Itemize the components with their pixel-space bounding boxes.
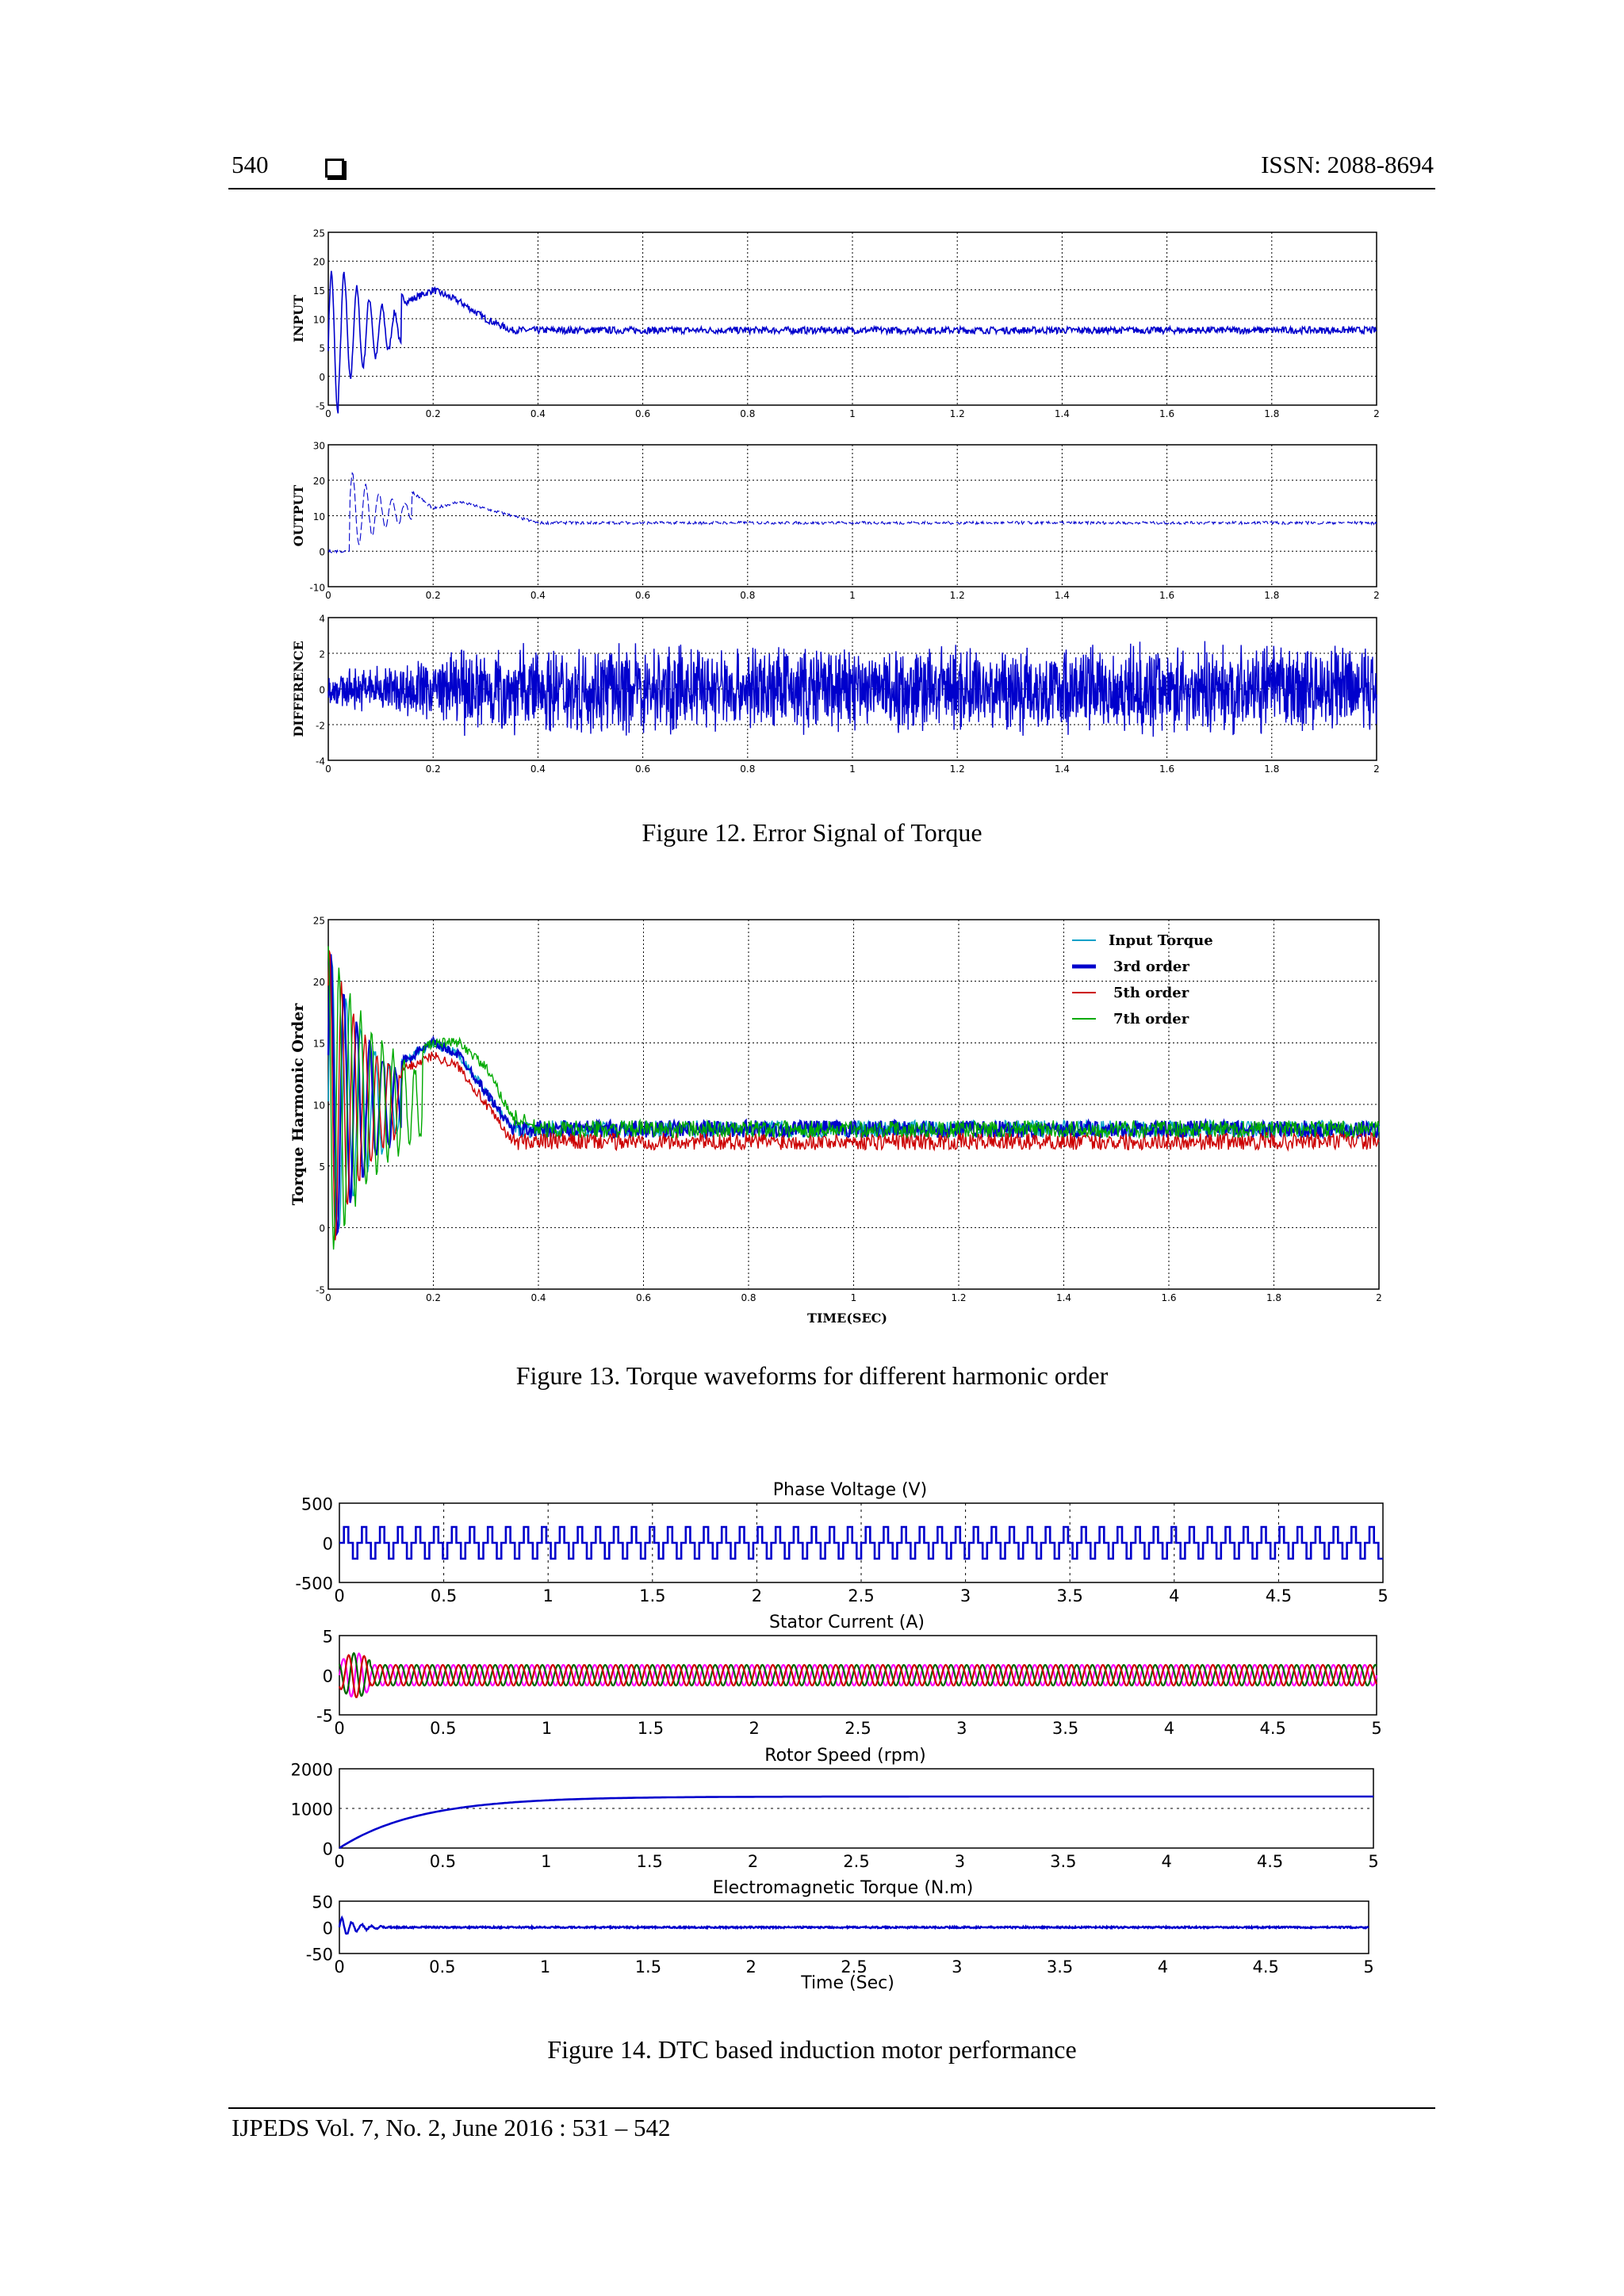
y-tick-label: -5 xyxy=(316,1284,325,1296)
footer-citation: IJPEDS Vol. 7, No. 2, June 2016 : 531 – 542 xyxy=(232,2114,671,2141)
x-tick-label: 3.5 xyxy=(1056,1586,1083,1605)
x-tick-label: 3 xyxy=(952,1957,963,1976)
y-tick-label: 0 xyxy=(322,1919,333,1938)
x-tick-label: 0 xyxy=(334,1852,345,1871)
x-tick-label: 1.5 xyxy=(639,1586,666,1605)
x-tick-label: 1 xyxy=(849,590,856,601)
x-tick-label: 0.5 xyxy=(430,1719,457,1738)
x-tick-label: 2 xyxy=(745,1957,756,1976)
y-tick-label: 0 xyxy=(319,1223,325,1234)
x-tick-label: 2.5 xyxy=(841,1957,868,1976)
y-tick-label: 1000 xyxy=(290,1800,333,1820)
y-tick-label: 20 xyxy=(312,476,325,487)
x-tick-label: 4 xyxy=(1161,1852,1172,1871)
y-axis-label: Torque Harmonic Order xyxy=(289,1003,307,1206)
y-tick-label: 0 xyxy=(322,1839,333,1859)
y-tick-label: 20 xyxy=(312,976,325,988)
y-tick-label: 0 xyxy=(322,1534,333,1554)
fig14-speed-chart xyxy=(291,1746,1379,1871)
x-tick-label: 0.5 xyxy=(430,1586,458,1605)
x-tick-label: 1 xyxy=(542,1586,553,1605)
x-tick-label: 1.6 xyxy=(1159,763,1175,775)
x-tick-label: 4.5 xyxy=(1265,1586,1293,1605)
chart-title: Phase Voltage (V) xyxy=(772,1480,928,1500)
x-tick-label: 1 xyxy=(541,1719,553,1738)
fig12-difference-chart xyxy=(291,613,1380,775)
x-tick-label: 0.4 xyxy=(530,590,546,601)
x-tick-label: 4 xyxy=(1157,1957,1169,1976)
y-tick-label: 0 xyxy=(322,1667,333,1686)
x-tick-label: 0 xyxy=(325,1292,331,1303)
fig12-input-chart xyxy=(291,228,1380,419)
x-tick-label: 1 xyxy=(539,1957,551,1976)
x-tick-label: 4 xyxy=(1169,1586,1180,1605)
x-tick-label: 0.8 xyxy=(740,763,756,775)
legend-label: Input Torque xyxy=(1109,932,1213,949)
x-tick-label: 1.2 xyxy=(949,590,965,601)
x-tick-label: 0.8 xyxy=(741,1292,756,1303)
y-tick-label: 10 xyxy=(312,511,325,522)
y-tick-label: 25 xyxy=(312,228,325,239)
y-tick-label: 2000 xyxy=(290,1760,333,1780)
x-tick-label: 0.4 xyxy=(530,408,546,419)
x-tick-label: 1.8 xyxy=(1264,590,1280,601)
x-tick-label: 0 xyxy=(334,1719,345,1738)
x-tick-label: 0.6 xyxy=(635,1292,652,1303)
x-tick-label: 0.4 xyxy=(530,1292,546,1303)
x-tick-label: 5 xyxy=(1368,1852,1379,1871)
x-tick-label: 1.6 xyxy=(1161,1292,1177,1303)
x-tick-label: 1.4 xyxy=(1054,590,1070,601)
x-tick-label: 5 xyxy=(1363,1957,1374,1976)
chart-title: Electromagnetic Torque (N.m) xyxy=(712,1878,974,1898)
x-tick-label: 2 xyxy=(1373,590,1380,601)
x-axis-label: TIME(SEC) xyxy=(807,1311,887,1326)
x-tick-label: 4.5 xyxy=(1252,1957,1279,1976)
x-tick-label: 0.6 xyxy=(635,763,651,775)
x-tick-label: 1.2 xyxy=(949,763,965,775)
x-tick-label: 1 xyxy=(849,763,856,775)
x-tick-label: 1 xyxy=(850,1292,857,1303)
y-tick-label: 2 xyxy=(319,649,325,660)
x-tick-label: 4 xyxy=(1163,1719,1175,1738)
x-tick-label: 4.5 xyxy=(1256,1852,1284,1871)
x-tick-label: 1.4 xyxy=(1054,408,1070,419)
figure-12-caption: Figure 12. Error Signal of Torque xyxy=(642,818,982,847)
page-number: 540 xyxy=(232,151,269,178)
x-tick-label: 3 xyxy=(959,1586,971,1605)
x-tick-label: 2 xyxy=(1376,1292,1382,1303)
x-tick-label: 1.6 xyxy=(1159,408,1175,419)
x-tick-label: 2 xyxy=(1373,763,1380,775)
fig12-output-chart xyxy=(291,440,1380,601)
x-tick-label: 1.2 xyxy=(951,1292,967,1303)
x-tick-label: 1.8 xyxy=(1264,763,1280,775)
y-tick-label: -50 xyxy=(305,1945,333,1965)
y-tick-label: 15 xyxy=(312,285,325,297)
x-tick-label: 2.5 xyxy=(845,1719,871,1738)
x-tick-label: 3 xyxy=(954,1852,966,1871)
x-tick-label: 2.5 xyxy=(843,1852,870,1871)
x-tick-label: 0.2 xyxy=(425,408,441,419)
y-tick-label: -4 xyxy=(316,756,325,767)
x-tick-label: 0.4 xyxy=(530,763,546,775)
x-tick-label: 3 xyxy=(956,1719,967,1738)
y-tick-label: 15 xyxy=(312,1038,325,1050)
y-tick-label: 0 xyxy=(319,371,325,383)
x-tick-label: 1.5 xyxy=(636,1852,663,1871)
x-tick-label: 5 xyxy=(1371,1719,1382,1738)
y-tick-label: 5 xyxy=(319,342,325,354)
x-tick-label: 1.8 xyxy=(1264,408,1280,419)
x-tick-label: 2 xyxy=(749,1719,760,1738)
y-tick-label: 25 xyxy=(312,915,325,927)
x-tick-label: 1.8 xyxy=(1266,1292,1282,1303)
x-tick-label: 0.8 xyxy=(740,408,756,419)
y-tick-label: 30 xyxy=(312,440,325,452)
x-tick-label: 3.5 xyxy=(1050,1852,1077,1871)
figure-13-caption: Figure 13. Torque waveforms for different harmonic order xyxy=(515,1361,1109,1390)
x-tick-label: 2.5 xyxy=(848,1586,875,1605)
x-tick-label: 0 xyxy=(334,1957,345,1976)
y-tick-label: 0 xyxy=(319,546,325,558)
y-tick-label: -2 xyxy=(316,720,325,732)
y-tick-label: 20 xyxy=(312,256,325,268)
x-tick-label: 1.2 xyxy=(949,408,965,419)
x-tick-label: 1 xyxy=(849,408,856,419)
y-tick-label: -5 xyxy=(316,400,325,412)
x-tick-label: 0.6 xyxy=(635,590,651,601)
x-tick-label: 0.5 xyxy=(429,1852,457,1871)
x-tick-label: 0.5 xyxy=(429,1957,456,1976)
x-tick-label: 0.2 xyxy=(425,590,441,601)
x-tick-label: 2 xyxy=(747,1852,759,1871)
x-tick-label: 1.5 xyxy=(637,1719,665,1738)
x-tick-label: 0 xyxy=(325,763,331,775)
x-tick-label: 1.6 xyxy=(1159,590,1175,601)
y-tick-label: 10 xyxy=(312,314,325,326)
footer-rule xyxy=(228,2107,1435,2109)
x-tick-label: 0.6 xyxy=(635,408,651,419)
y-tick-label: 50 xyxy=(312,1892,333,1912)
legend-label: 3rd order xyxy=(1113,959,1189,975)
y-tick-label: 5 xyxy=(322,1627,333,1647)
y-tick-label: -10 xyxy=(309,582,325,594)
x-tick-label: 0.2 xyxy=(425,763,441,775)
fig13-chart xyxy=(289,915,1382,1326)
x-tick-label: 3.5 xyxy=(1046,1957,1074,1976)
y-axis-label: DIFFERENCE xyxy=(291,641,306,737)
figure-14-caption: Figure 14. DTC based induction motor performance xyxy=(547,2035,1077,2064)
chart-title: Stator Current (A) xyxy=(768,1613,925,1632)
x-tick-label: 2 xyxy=(751,1586,763,1605)
y-axis-label: OUTPUT xyxy=(291,484,306,547)
x-tick-label: 3.5 xyxy=(1051,1719,1079,1738)
x-tick-label: 1.4 xyxy=(1054,763,1070,775)
fig14-voltage-chart xyxy=(295,1480,1388,1605)
x-tick-label: 1.5 xyxy=(634,1957,662,1976)
y-tick-label: 0 xyxy=(319,684,325,696)
y-tick-label: -500 xyxy=(295,1574,333,1594)
plot-area xyxy=(339,1769,1373,1848)
x-tick-label: 4.5 xyxy=(1259,1719,1286,1738)
y-tick-label: 500 xyxy=(301,1494,333,1514)
chart-title: Rotor Speed (rpm) xyxy=(764,1746,926,1766)
x-tick-label: 1 xyxy=(541,1852,552,1871)
fig14-current-chart xyxy=(316,1613,1382,1738)
x-tick-label: 5 xyxy=(1377,1586,1388,1605)
x-tick-label: 0 xyxy=(325,408,331,419)
x-tick-label: 0 xyxy=(334,1586,345,1605)
y-tick-label: 4 xyxy=(319,613,325,625)
x-tick-label: 2 xyxy=(1373,408,1380,419)
issn: ISSN: 2088-8694 xyxy=(1261,151,1434,178)
legend-label: 5th order xyxy=(1113,985,1189,1001)
x-tick-label: 1.4 xyxy=(1055,1292,1072,1303)
y-tick-label: 5 xyxy=(319,1161,325,1173)
x-tick-label: 0.2 xyxy=(425,1292,442,1303)
y-tick-label: 10 xyxy=(312,1100,325,1112)
x-tick-label: 0 xyxy=(325,590,331,601)
x-tick-label: 0.8 xyxy=(740,590,756,601)
legend-label: 7th order xyxy=(1113,1011,1189,1027)
y-tick-label: -5 xyxy=(316,1706,333,1726)
y-axis-label: INPUT xyxy=(291,295,306,342)
fig14-torque-chart xyxy=(306,1878,1374,1993)
x-axis-label: Time (Sec) xyxy=(801,1973,894,1993)
